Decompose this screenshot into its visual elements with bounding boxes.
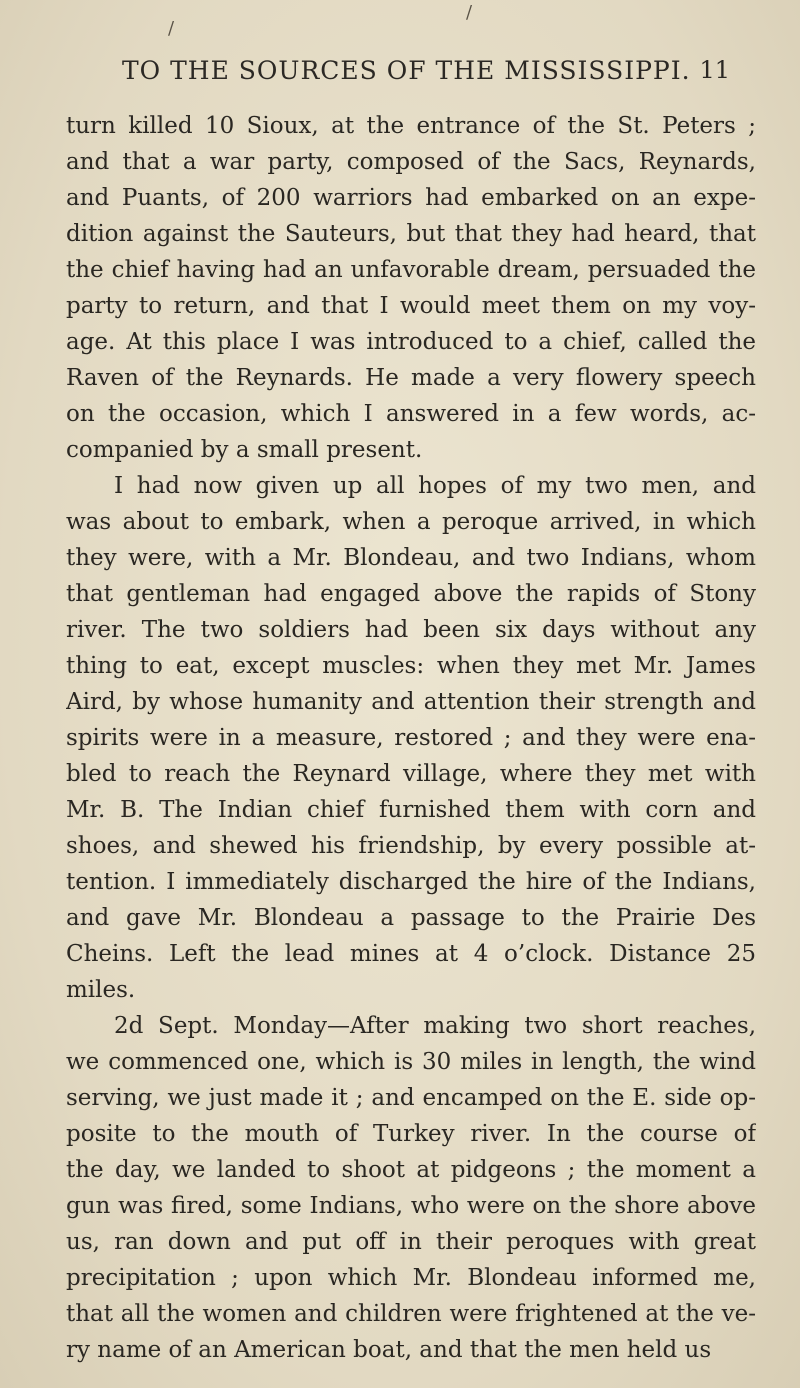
text-line: that gentleman had engaged above the rapids of Stony [66, 581, 756, 607]
text-line: the chief having had an unfavorable dream, persuaded the [66, 257, 756, 283]
paper-speck: / [466, 2, 473, 23]
text-line: Raven of the Reynards. He made a very flowery speech [66, 365, 756, 391]
paper-speck: / [168, 18, 175, 39]
text-line: thing to eat, except muscles: when they met Mr. James [66, 653, 756, 679]
paragraph-first-line: I had now given up all hopes of my two men, and [114, 473, 756, 499]
text-line: companied by a small present. [66, 437, 423, 463]
text-line: ry name of an American boat, and that the men held us [66, 1337, 712, 1363]
paragraph-first-line: 2d Sept. Monday—After making two short reaches, [114, 1013, 756, 1039]
text-line: that all the women and children were frightened at the ve- [66, 1301, 756, 1327]
text-line: gun was fired, some Indians, who were on the shore above [66, 1193, 756, 1219]
text-line: river. The two soldiers had been six days without any [66, 617, 756, 643]
text-line: was about to embark, when a peroque arrived, in which [66, 509, 756, 535]
text-line: Mr. B. The Indian chief furnished them with corn and [66, 797, 756, 823]
text-line: and Puants, of 200 warriors had embarked on an expe- [66, 185, 756, 211]
text-line: Aird, by whose humanity and attention their strength and [66, 689, 756, 715]
text-line: serving, we just made it ; and encamped on the E. side op- [66, 1085, 756, 1111]
text-line: posite to the mouth of Turkey river. In the course of [66, 1121, 756, 1147]
text-line: party to return, and that I would meet them on my voy- [66, 293, 756, 319]
text-line: us, ran down and put off in their peroques with great [66, 1229, 756, 1255]
text-line: miles. [66, 977, 136, 1003]
text-line: shoes, and shewed his friendship, by every possible at- [66, 833, 756, 859]
running-title: TO THE SOURCES OF THE MISSISSIPPI. [122, 55, 691, 85]
text-line: precipitation ; upon which Mr. Blondeau informed me, [66, 1265, 756, 1291]
text-line: and that a war party, composed of the Sacs, Reynards, [66, 149, 756, 175]
text-line: spirits were in a measure, restored ; and they were ena- [66, 725, 756, 751]
text-line: dition against the Sauteurs, but that they had heard, that [66, 221, 756, 247]
text-line: bled to reach the Reynard village, where they met with [66, 761, 756, 787]
text-line: age. At this place I was introduced to a chief, called the [66, 329, 756, 355]
text-line: tention. I immediately discharged the hire of the Indians, [66, 869, 756, 895]
text-line: Cheins. Left the lead mines at 4 o’clock. Distance 25 [66, 941, 756, 967]
text-line: on the occasion, which I answered in a few words, ac- [66, 401, 756, 427]
text-line: and gave Mr. Blondeau a passage to the Prairie Des [66, 905, 756, 931]
text-line: we commenced one, which is 30 miles in length, the wind [66, 1049, 756, 1075]
page-number: 11 [699, 56, 730, 84]
text-line: the day, we landed to shoot at pidgeons ; the moment a [66, 1157, 756, 1183]
text-line: they were, with a Mr. Blondeau, and two Indians, whom [66, 545, 756, 571]
body-text [66, 108, 756, 1368]
text-line: turn killed 10 Sioux, at the entrance of the St. Peters ; [66, 113, 756, 139]
page-header [122, 50, 730, 90]
